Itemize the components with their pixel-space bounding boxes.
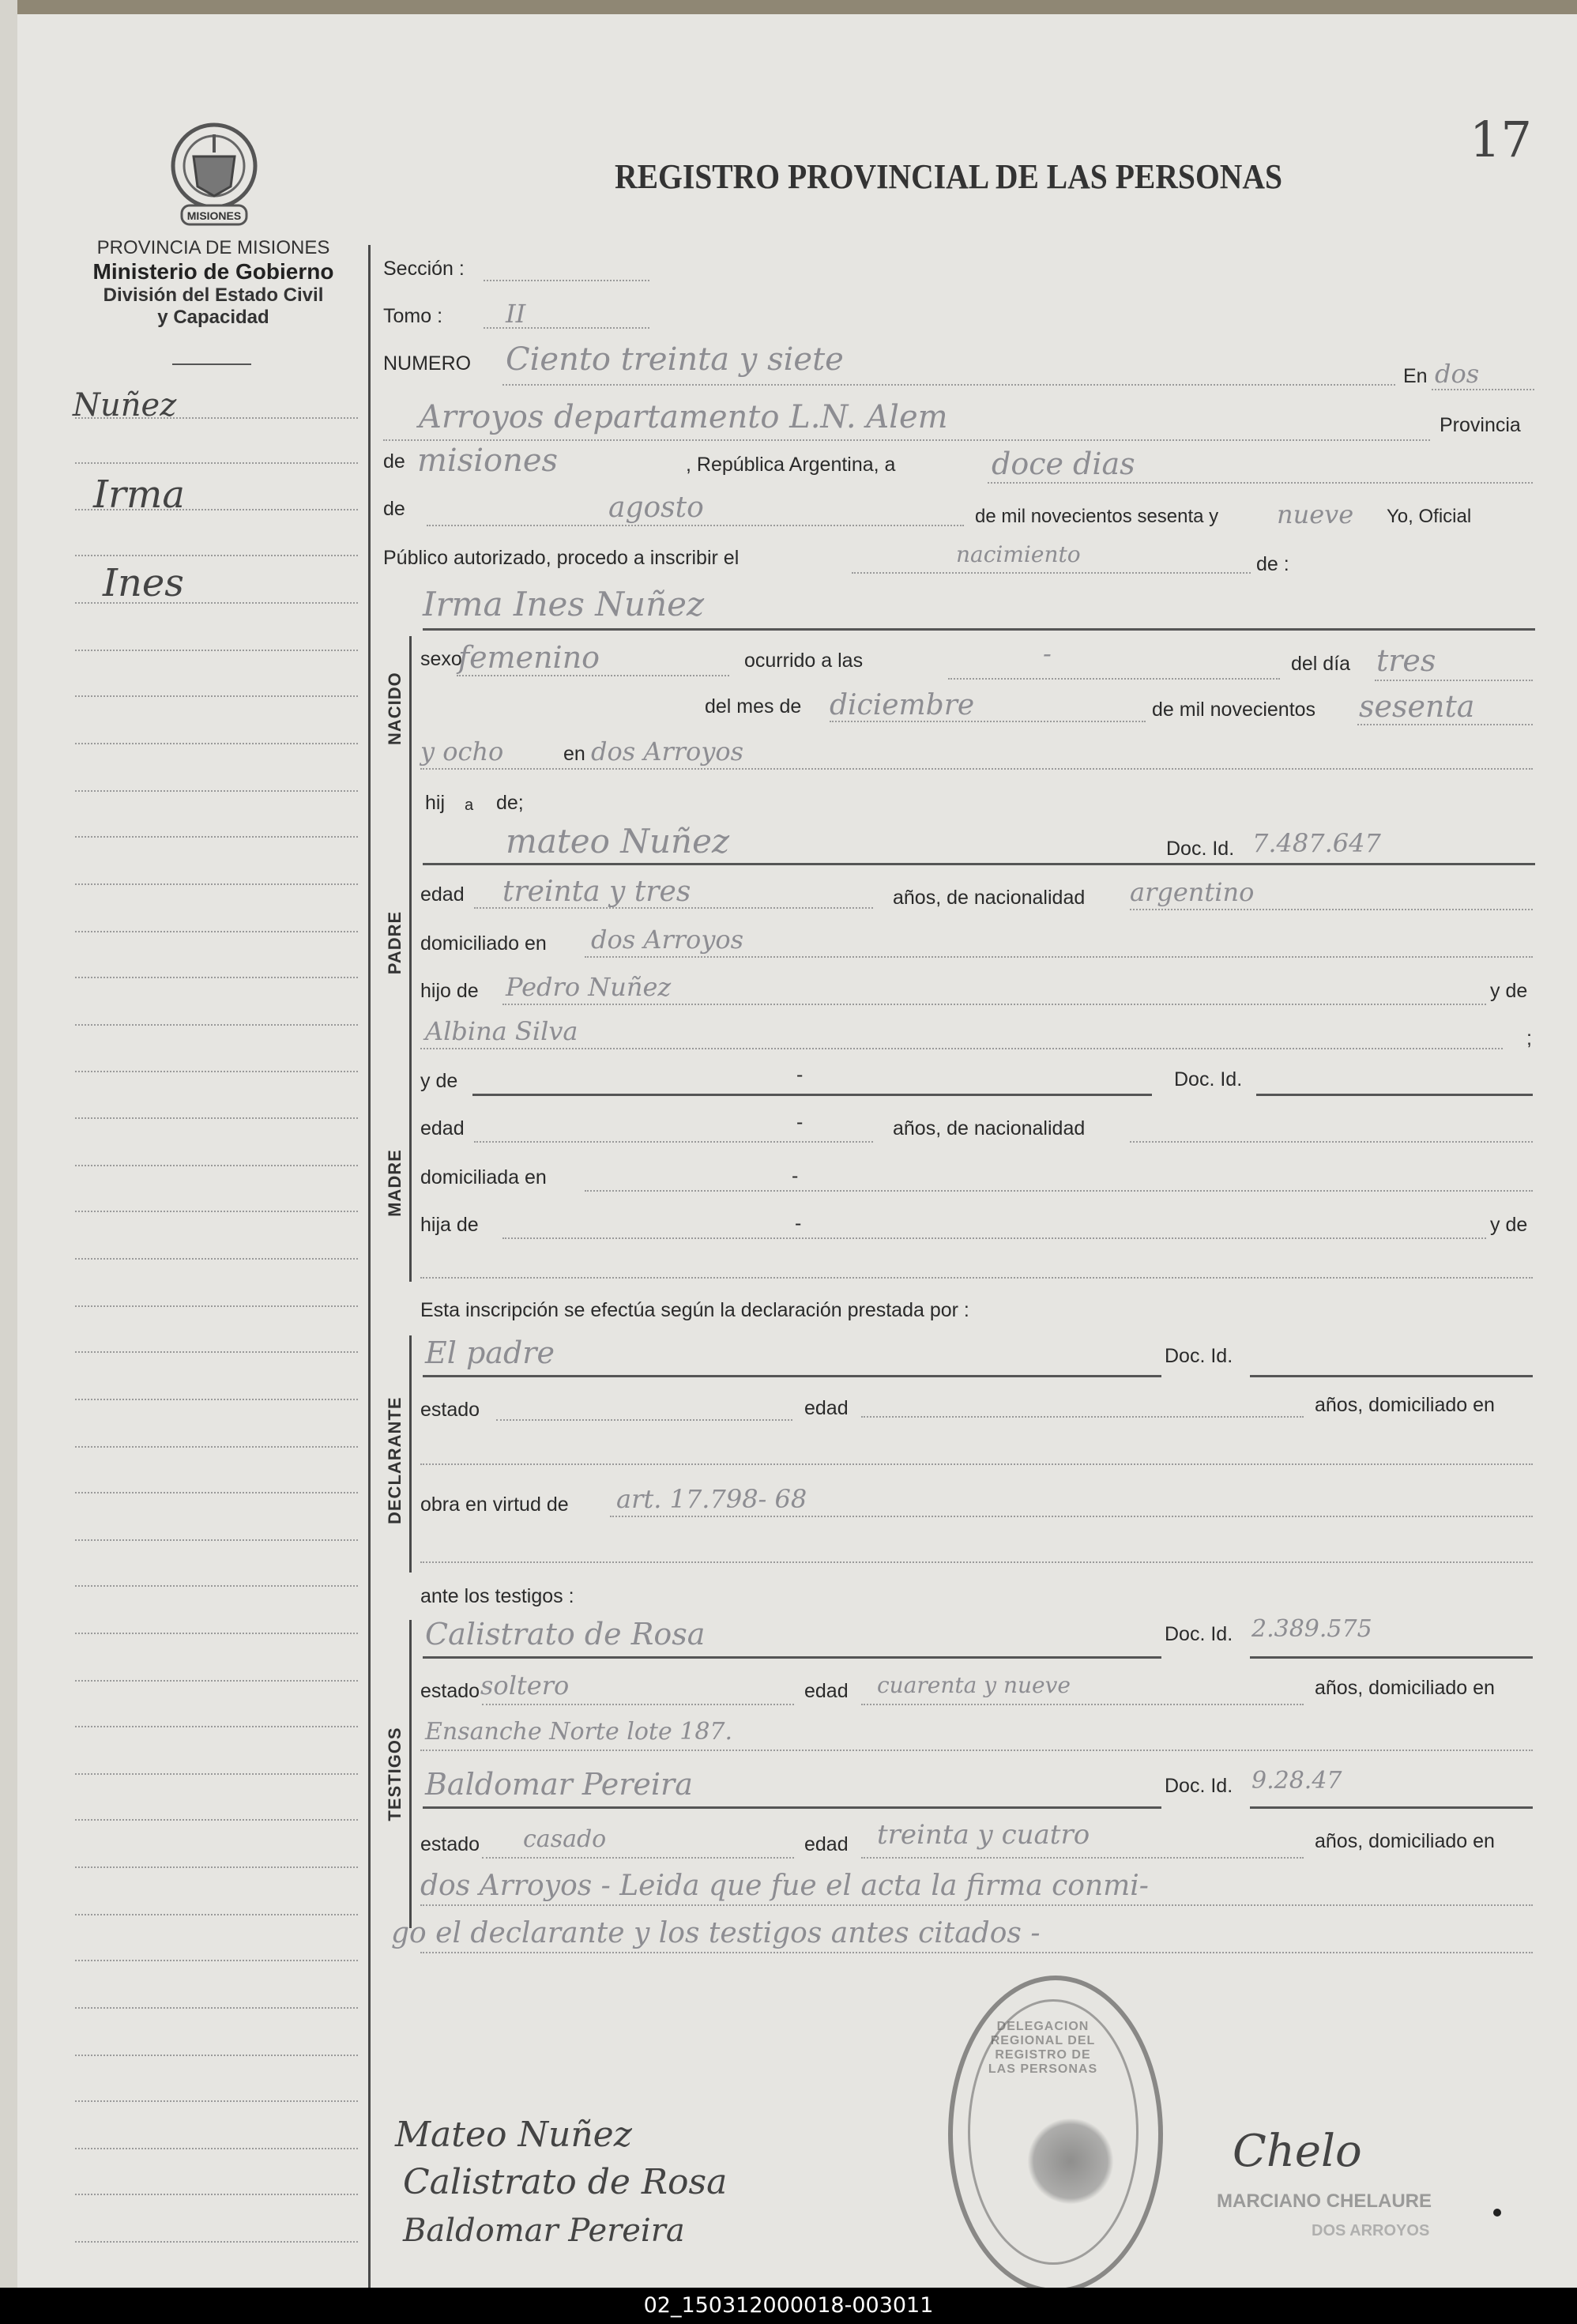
testigo1-estado: soltero <box>480 1670 570 1701</box>
oficial-label: Yo, Oficial <box>1387 506 1472 527</box>
testigo2-doc: 9.28.47 <box>1251 1767 1342 1795</box>
officer-signature: Chelo <box>1233 2126 1362 2177</box>
padre-madre-line <box>420 1048 1503 1049</box>
padre-hijo-label: hijo de <box>420 980 479 1002</box>
testigo2-estado-label: estado <box>420 1833 480 1855</box>
padre-nacionalidad: argentino <box>1130 877 1255 907</box>
provincia-value: misiones <box>417 443 559 479</box>
declarante-section-label: DECLARANTE <box>385 1396 405 1524</box>
del-dia-label: del día <box>1291 653 1351 675</box>
madre-domicilio-label: domiciliada en <box>420 1166 547 1188</box>
declarante-doc-underline <box>1250 1375 1533 1377</box>
madre-nac-line <box>1130 1141 1533 1143</box>
testigo1-anos-label: años, domiciliado en <box>1315 1677 1495 1699</box>
declarante-estado-line <box>496 1419 792 1421</box>
testigo1-edad-line <box>861 1704 1304 1705</box>
hij-label: hij <box>425 792 446 814</box>
book-binding-edge <box>0 0 1577 14</box>
de2-label: de : <box>1256 553 1289 575</box>
testigo1-edad-label: edad <box>804 1680 849 1702</box>
declarante-underline <box>423 1375 1161 1377</box>
madre-y-de2: y de <box>1490 1214 1528 1236</box>
obra-value: art. 17.798- 68 <box>616 1484 807 1514</box>
acto-value: nacimiento <box>956 541 1081 567</box>
en-value: dos <box>1435 359 1480 389</box>
testigo2-doc-label: Doc. Id. <box>1165 1775 1233 1797</box>
header-divider <box>172 363 251 365</box>
madre-domicilio-line <box>585 1190 1533 1192</box>
del-dia-line <box>1375 680 1533 681</box>
page-number: 17 <box>1470 111 1532 168</box>
province-seal-icon <box>158 117 270 234</box>
capacity-line: y Capacidad <box>157 307 269 328</box>
ink-dot <box>1493 2209 1501 2217</box>
testigo2-edad-label: edad <box>804 1833 849 1855</box>
mil-label: de mil novecientos sesenta y <box>975 506 1219 527</box>
padre-underline <box>423 863 1535 865</box>
numero-line <box>502 384 1395 386</box>
numero-value: Ciento treinta y siete <box>506 341 844 378</box>
testigo2-edad: treinta y cuatro <box>877 1819 1090 1851</box>
officer-stamp-sub: DOS ARROYOS <box>1312 2222 1430 2239</box>
ocurrido-line <box>948 678 1280 680</box>
mes-label: del mes de <box>705 695 802 718</box>
signature-testigo2: Baldomar Pereira <box>403 2213 685 2249</box>
padre-hijo-value: Pedro Nuñez <box>506 972 672 1002</box>
nacido-en-label: en <box>563 743 585 765</box>
padre-anos-label: años, de nacionalidad <box>893 887 1086 909</box>
madre-hija: - <box>795 1212 802 1234</box>
officer-stamp-name: MARCIANO CHELAURE <box>1217 2190 1432 2212</box>
nacido-rule <box>409 636 412 842</box>
signature-testigo1: Calistrato de Rosa <box>403 2162 728 2202</box>
padre-hijo-line <box>502 1004 1486 1005</box>
testigo2-edad-line <box>861 1857 1304 1859</box>
madre-nombre: - <box>796 1064 804 1086</box>
de-mes-label: de <box>383 498 405 520</box>
padre-edad-line <box>474 907 873 909</box>
hij-de-label: de; <box>496 792 524 814</box>
padre-edad-value: treinta y tres <box>502 876 691 908</box>
stamp-ring-text: DELEGACION REGIONAL DEL REGISTRO DE LAS PERSONAS <box>988 2020 1098 2076</box>
page-title: REGISTRO PROVINCIAL DE LAS PERSONAS <box>615 157 1282 196</box>
padre-nombre: mateo Nuñez <box>506 822 730 861</box>
closing-line-1: dos Arroyos - Leida que fue el acta la firma conmi- <box>420 1870 1149 1902</box>
margin-middlename: Ines <box>103 561 184 605</box>
province-line: PROVINCIA DE MISIONES <box>96 237 330 258</box>
testigos-rule <box>409 1620 412 1928</box>
declarante-doc-label: Doc. Id. <box>1165 1345 1233 1367</box>
place-line <box>383 439 1430 441</box>
en-line <box>1432 389 1534 390</box>
padre-domicilio: dos Arroyos <box>591 925 744 955</box>
dia-value: doce dias <box>992 446 1135 481</box>
madre-y-de-label: y de <box>420 1070 458 1092</box>
testigo2-anos-label: años, domiciliado en <box>1315 1830 1495 1852</box>
tomo-value: II <box>506 299 526 329</box>
lugar-line <box>420 768 1533 770</box>
lugar-value: dos Arroyos <box>591 736 744 767</box>
seal-text: MISIONES <box>186 209 242 222</box>
madre-name-underline <box>472 1094 1152 1096</box>
testigo1-doc-label: Doc. Id. <box>1165 1623 1233 1645</box>
publico-label: Público autorizado, procedo a inscribir el <box>383 547 740 569</box>
madre-hija-line <box>502 1237 1486 1239</box>
madre-edad-line <box>474 1141 873 1143</box>
obra-line <box>610 1516 1533 1517</box>
padre-edad-label: edad <box>420 883 465 906</box>
tomo-line <box>484 327 649 329</box>
margin-firstname: Irma <box>93 473 186 517</box>
testigo1-estado-line <box>482 1704 794 1705</box>
testigo1-doc-underline <box>1250 1656 1533 1659</box>
madre-extra-line <box>420 1277 1533 1279</box>
testigos-intro: ante los testigos : <box>420 1585 574 1607</box>
padre-doc-value: 7.487.647 <box>1252 828 1381 858</box>
stamp-emblem-icon <box>1027 2118 1114 2205</box>
declarante-anos-label: años, domiciliado en <box>1315 1394 1495 1416</box>
hij-value: a <box>465 797 474 814</box>
place-value: Arroyos departamento L.N. Alem <box>419 399 948 435</box>
page-left-edge <box>0 0 17 2288</box>
seccion-line <box>484 280 649 281</box>
testigo1-edad: cuarenta y nueve <box>877 1672 1071 1698</box>
testigos-section-label: TESTIGOS <box>385 1727 405 1821</box>
padre-doc-label: Doc. Id. <box>1166 838 1235 860</box>
nacido-anio-line <box>1357 724 1533 725</box>
anio-value: nueve <box>1277 499 1354 529</box>
en-label: En <box>1403 365 1428 387</box>
closing-line-2: go el declarante y los testigos antes citados - <box>391 1917 1041 1949</box>
madre-domicilio: - <box>792 1165 799 1187</box>
mes-line <box>427 525 964 526</box>
testigo1-estado-label: estado <box>420 1680 480 1702</box>
margin-surname: Nuñez <box>73 387 177 424</box>
nacido-mil-label: de mil novecientos <box>1152 699 1316 721</box>
testigo1-nombre: Calistrato de Rosa <box>425 1617 706 1652</box>
declarante-nombre: El padre <box>425 1335 555 1370</box>
madre-rule <box>409 1067 412 1282</box>
madre-doc-label: Doc. Id. <box>1174 1068 1243 1090</box>
madre-section-label: MADRE <box>385 1149 405 1217</box>
closing-line-2-rule <box>420 1952 1533 1953</box>
testigo2-estado: casado <box>523 1825 607 1853</box>
nacido-anio2-value: y ocho <box>420 736 504 767</box>
sexo-line <box>457 675 729 676</box>
padre-domicilio-label: domiciliado en <box>420 932 547 955</box>
declarante-rule <box>409 1335 412 1573</box>
testigo1-doc: 2.389.575 <box>1251 1615 1372 1643</box>
scan-id-footer: 02_150312000018-003011 <box>0 2288 1577 2324</box>
tomo-label: Tomo : <box>383 305 443 327</box>
testigo1-dom-line <box>420 1750 1533 1751</box>
acto-line <box>852 572 1251 574</box>
sexo-label: sexo <box>420 648 462 670</box>
madre-edad: - <box>796 1111 804 1133</box>
declarante-extra-line <box>420 1561 1533 1563</box>
madre-hija-label: hija de <box>420 1214 479 1236</box>
republica-label: , República Argentina, a <box>686 454 896 476</box>
division-line: División del Estado Civil <box>103 284 324 306</box>
testigo2-estado-line <box>482 1857 794 1859</box>
padre-rule <box>409 842 412 1067</box>
nacido-mes-line <box>830 721 1146 722</box>
padre-nac-line <box>1130 909 1533 910</box>
padre-section-label: PADRE <box>385 910 405 975</box>
de-label: de <box>383 450 405 473</box>
signature-padre: Mateo Nuñez <box>395 2115 632 2155</box>
padre-madre-value: Albina Silva <box>425 1016 578 1046</box>
madre-doc-underline <box>1256 1094 1533 1096</box>
padre-domicilio-line <box>585 956 1533 958</box>
mes-value: agosto <box>608 492 704 524</box>
testigo1-underline <box>423 1656 1161 1659</box>
header-block <box>63 237 363 329</box>
sexo-value: femenino <box>458 640 600 675</box>
madre-edad-label: edad <box>420 1117 465 1139</box>
closing-line-1-rule <box>420 1904 1533 1906</box>
del-dia-value: tres <box>1376 643 1436 678</box>
seccion-label: Sección : <box>383 258 465 280</box>
name-underline <box>423 628 1535 631</box>
ocurrido-label: ocurrido a las <box>744 650 864 672</box>
declarante-edad-label: edad <box>804 1397 849 1419</box>
numero-label: NUMERO <box>383 352 472 375</box>
declarante-intro: Esta inscripción se efectúa según la declaración prestada por : <box>420 1299 969 1321</box>
provincia-label: Provincia <box>1440 414 1521 436</box>
testigo2-underline <box>423 1806 1161 1809</box>
padre-semicolon: ; <box>1526 1027 1532 1049</box>
nacido-section-label: NACIDO <box>385 672 405 745</box>
obra-label: obra en virtud de <box>420 1493 569 1516</box>
nacido-anio-value: sesenta <box>1359 689 1475 724</box>
declarante-dom-line <box>420 1463 1533 1465</box>
margin-rule <box>368 245 371 2288</box>
testigo2-doc-underline <box>1250 1806 1533 1809</box>
nacido-mes-value: diciembre <box>830 689 975 721</box>
ocurrido-value: - <box>1043 638 1052 669</box>
padre-y-de: y de <box>1490 980 1528 1002</box>
dia-line <box>988 482 1533 484</box>
inscripto-name: Irma Ines Nuñez <box>423 585 705 623</box>
ministry-line: Ministerio de Gobierno <box>92 259 334 284</box>
declarante-edad-line <box>861 1416 1304 1418</box>
testigo1-domicilio: Ensanche Norte lote 187. <box>425 1718 733 1746</box>
declarante-estado-label: estado <box>420 1399 480 1421</box>
testigo2-nombre: Baldomar Pereira <box>425 1767 693 1802</box>
madre-anos-label: años, de nacionalidad <box>893 1117 1086 1139</box>
